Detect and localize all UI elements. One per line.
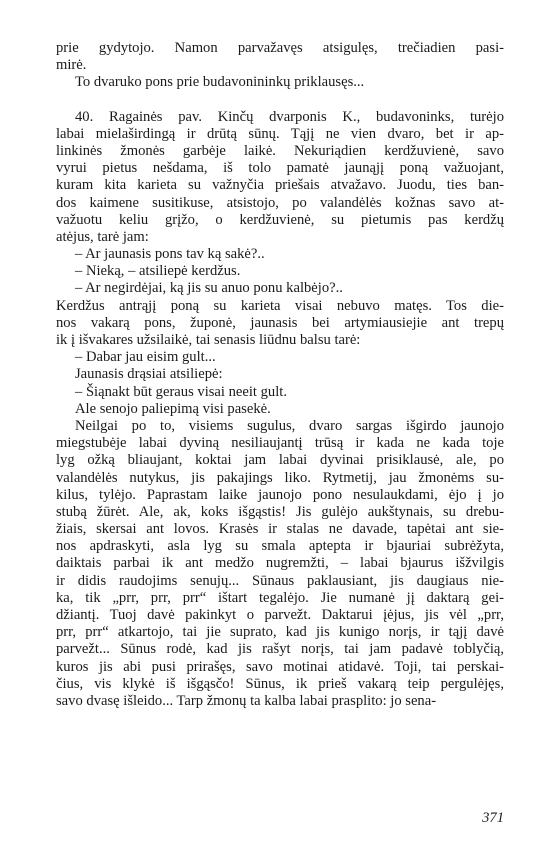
text-line: – Ar jaunasis pons tav ką sakė?.. xyxy=(75,246,265,263)
text-line: ka, tik „prr, prr, prr“ ištart tegalėjo. Jie numanė jį daktarą gei- xyxy=(56,589,504,606)
text-line: – Nieką, – atsiliepė kerdžus. xyxy=(75,263,241,280)
paragraph xyxy=(56,280,504,297)
text-line: mirė. xyxy=(56,57,87,74)
text-line: daiktais parbai ik ant medžo nugremžti, – labai bjaurus išžvilgis xyxy=(56,555,504,572)
text-line: dos kaimene susitikuse, atsistojo, po valandėlės kožnas savo at- xyxy=(56,194,504,211)
text-line: To dvaruko pons prie budavonininkų priklausęs... xyxy=(75,74,365,91)
text-line: kuros jis abi pusi prirašęs, savo motinai atidavė. Toji, tai perskai- xyxy=(56,658,504,675)
text-line: lyg ožką bliaujant, koktai jam labai dyvinai prisiklausė, ale, po xyxy=(56,452,504,469)
text-line: – Dabar jau eisim gult... xyxy=(75,349,216,366)
paragraph xyxy=(56,401,504,418)
text-line: prr, prr“ atkartojo, tai jie suprato, kad jis kunigo norįs, ir tąjį davė xyxy=(56,624,504,641)
paragraph xyxy=(56,298,504,350)
text-line: važuotu keliu grįžo, o kerdžuvienė, su pietumis pas kerdžų xyxy=(56,211,504,228)
text-line: – Ar negirdėjai, ką jis su anuo ponu kalbėjo?.. xyxy=(75,280,343,297)
text-line: žiais, skersai ant lovos. Krasės ir stalas ne davade, tapėtai ant sie- xyxy=(56,521,504,538)
paragraph xyxy=(56,109,504,247)
text-line: Kerdžus antrąjį poną su karieta visai nebuvo matęs. Tos die- xyxy=(56,297,504,314)
text-line: atėjus, tarė jam: xyxy=(56,228,149,245)
text-line: ik į išvakares užsilaikė, tai senasis liūdnu balsu tarė: xyxy=(56,332,361,348)
text-line: Ale senojo paliepimą visi pasekė. xyxy=(75,400,271,417)
text-line: kilus, tylėjo. Paprastam laike jaunojo pono nesulaukdami, ėjo į jo xyxy=(56,486,504,503)
text-line: miegstubėje labai dyviną nesiliaujantį trūsą ir kada ne kada toje xyxy=(56,435,504,452)
text-line: Jaunasis drąsiai atsiliepė: xyxy=(75,366,223,383)
text-line: kuram kita karieta su važnyčia priešais atvažavo. Juodu, ties ban- xyxy=(56,177,504,194)
text-line: ir didis raudojims senujų... Sūnaus paklausiant, jis daugiaus nie- xyxy=(56,572,504,589)
text-line: valandėlės nutykus, jis pakajings liko. Rytmetij, jau žmonėms su- xyxy=(56,469,504,486)
paragraph-gap xyxy=(56,92,504,109)
text-line: – Šiąnakt būt geraus visai neeit gult. xyxy=(75,383,287,400)
paragraph xyxy=(56,74,504,91)
text-line: Neilgai po to, visiems sugulus, dvaro sargas išgirdo jaunojo xyxy=(75,417,504,434)
paragraph xyxy=(56,418,504,710)
text-line: stubą žūrėt. Ale, ak, koks išgąstis! Jis gulėjo aukštynais, su drebu- xyxy=(56,503,504,520)
page-number: 371 xyxy=(482,810,504,826)
text-line: labai mielaširdingą ir drūtą sūnų. Tąjį ne vien dvaro, bet ir ap- xyxy=(56,125,504,142)
paragraph xyxy=(56,246,504,263)
paragraph xyxy=(56,40,504,74)
text-line: nos vakarą pons, župonė, jaunasis bei artymiausiejie ant trepų xyxy=(56,314,504,331)
paragraph xyxy=(56,263,504,280)
text-line: nos apdraskyti, asla lyg su smala aptepta ir bjauriai subrėžyta, xyxy=(56,538,504,555)
text-line: savo dvasę išleido... Tarp žmonų ta kalba labai prasplito: jo sena- xyxy=(56,692,437,709)
text-line: čius, vis klykė iš išgąsčo! Sūnus, ik prieš vakarą teip pergulėjęs, xyxy=(56,675,504,692)
text-line: linkinės žmonės garbėje laikė. Nekuriądien kerdžuvienė, savo xyxy=(56,142,504,159)
paragraph xyxy=(56,366,504,383)
text-line: 40. Ragainės pav. Kinčų dvarponis K., budavoninks, turėjo xyxy=(75,108,504,125)
paragraph xyxy=(56,349,504,366)
book-page-body xyxy=(56,40,504,710)
text-line: vyrui pietus nešdama, iš tolo pamatė jaunąjį poną važuojant, xyxy=(56,160,504,177)
text-line: prie gydytojo. Namon parvažavęs atsigulęs, trečiadien pasi- xyxy=(56,40,504,56)
text-line: parvežt... Sūnus rodė, kad jis rašyt norįs, tai jam padavė toblyčią, xyxy=(56,641,504,658)
text-line: džiantį. Tuoj davė pakinkyt o parvežt. Daktarui įėjus, jis vėl „prr, xyxy=(56,607,504,623)
paragraph xyxy=(56,384,504,401)
